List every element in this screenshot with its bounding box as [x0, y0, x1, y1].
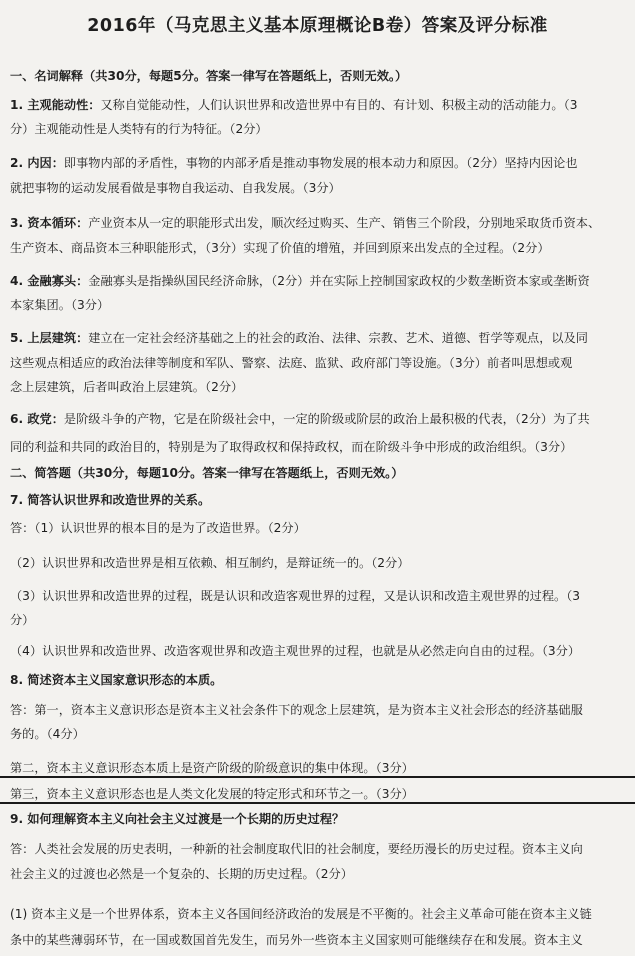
item6-line2: 同的利益和共同的政治目的，特别是为了取得政权和保持政权，而在阶级斗争中形成的政治组织。（3分） [10, 440, 573, 454]
q7-line4: 分） [10, 613, 35, 627]
item3-term: 3. 资本循环： [10, 216, 89, 230]
section1-heading: 一、名词解释（共30分，每题5分。答案一律写在答题纸上，否则无效。） [10, 69, 408, 83]
q9-line2: 社会主义的过渡也必然是一个复杂的、长期的历史过程。（2分） [10, 867, 353, 881]
q8-line1: 答：第一，资本主义意识形态是资本主义社会条件下的观念上层建筑，是为资本主义社会形态的经济基础服 [10, 703, 583, 717]
q7-line5: （4）认识世界和改造世界、改造客观世界和改造主观世界的过程，也就是从必然走向自由的过程。（3分） [10, 644, 581, 658]
q9-line1: 答：人类社会发展的历史表明，一种新的社会制度取代旧的社会制度，要经历漫长的历史过程。资本主义向 [10, 842, 583, 856]
page-title: 2016年（马克思主义基本原理概论B卷）答案及评分标准 [87, 16, 548, 36]
item1-line2: 分）主观能动性是人类特有的行为特征。（2分） [10, 122, 268, 136]
item5-line1: 5. 上层建筑：建立在一定社会经济基础之上的社会的政治、法律、宗教、艺术、道德、哲学等观点，以及同 [10, 331, 588, 345]
item3-line1: 3. 资本循环：产业资本从一定的职能形式出发，顺次经过购买、生产、销售三个阶段，分别地采取货币资本、 [10, 216, 601, 230]
q8-line4: 第三，资本主义意识形态也是人类文化发展的特定形式和环节之一。（3分） [10, 787, 414, 801]
q7-line1: 答：（1）认识世界的根本目的是为了改造世界。（2分） [10, 521, 306, 535]
q7-line2: （2）认识世界和改造世界是相互依赖、相互制约，是辩证统一的。（2分） [10, 556, 410, 570]
section2-heading: 二、简答题（共30分，每题10分。答案一律写在答题纸上，否则无效。） [10, 466, 404, 480]
q9-line3: (1) 资本主义是一个世界体系，资本主义各国间经济政治的发展是不平衡的。社会主义革命可能在资本主义链 [10, 907, 592, 921]
q8-line2: 务的。（4分） [10, 727, 85, 741]
q7-line3: （3）认识世界和改造世界的过程，既是认识和改造客观世界的过程，又是认识和改造主观世界的过程。（3 [10, 589, 581, 603]
item4-line2: 本家集团。（3分） [10, 298, 110, 312]
q9-line4: 条中的某些薄弱环节，在一国或数国首先发生，而另外一些资本主义国家则可能继续存在和发展。资本主义 [10, 933, 583, 947]
item2-term: 2. 内因： [10, 156, 64, 170]
q7-question: 7. 简答认识世界和改造世界的关系。 [10, 493, 211, 507]
item6-line1: 6. 政党：是阶级斗争的产物，它是在阶级社会中，一定的阶级或阶层的政治上最积极的代表，（2分）为了共 [10, 412, 590, 426]
item2-line2: 就把事物的运动发展看做是事物自我运动、自我发展。（3分） [10, 181, 341, 195]
q8-question: 8. 简述资本主义国家意识形态的本质。 [10, 673, 223, 687]
divider-line-bottom [0, 802, 635, 804]
item5-line3: 念上层建筑，后者叫政治上层建筑。（2分） [10, 380, 244, 394]
item4-term: 4. 金融寡头： [10, 274, 89, 288]
item6-term: 6. 政党： [10, 412, 64, 426]
divider-line-top [0, 776, 635, 778]
item2-line1: 2. 内因：即事物内部的矛盾性，事物的内部矛盾是推动事物发展的根本动力和原因。（2分）坚持内因论也 [10, 156, 578, 170]
item1-term: 1. 主观能动性： [10, 98, 101, 112]
item5-line2: 这些观点相适应的政治法律等制度和军队、警察、法庭、监狱、政府部门等设施。（3分）前者叫思想或观 [10, 356, 573, 370]
item5-term: 5. 上层建筑： [10, 331, 89, 345]
item3-line2: 生产资本、商品资本三种职能形式，（3分）实现了价值的增殖，并回到原来出发点的全过程。（2分） [10, 241, 550, 255]
item1-line1: 1. 主观能动性：又称自觉能动性，人们认识世界和改造世界中有目的、有计划、积极主动的活动能力。（3 [10, 98, 578, 112]
q9-question: 9. 如何理解资本主义向社会主义过渡是一个长期的历史过程？ [10, 812, 345, 826]
item4-line1: 4. 金融寡头：金融寡头是指操纵国民经济命脉，（2分）并在实际上控制国家政权的少数垄断资本家或垄断资 [10, 274, 590, 288]
q8-line3: 第二，资本主义意识形态本质上是资产阶级的阶级意识的集中体现。（3分） [10, 761, 414, 775]
